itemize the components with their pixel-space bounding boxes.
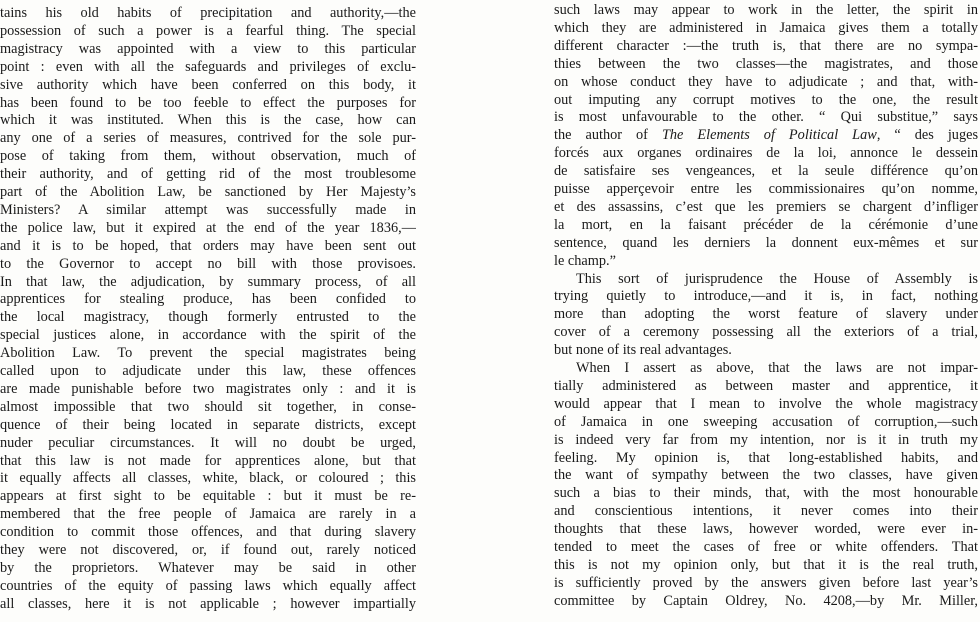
text-line: the local magistracy, though formerly entrusted to the: [0, 309, 416, 326]
text-line: special justices alone, in accordance with the spirit of the: [0, 327, 416, 344]
text-line: to the Governor to accept no bill with those provisoes.: [0, 255, 416, 272]
text-line: possession of such a power is a fearful thing. The special: [0, 22, 416, 39]
text-line: cover of a ceremony possessing all the exteriors of a trial,: [554, 324, 978, 341]
text-line: trying quietly to introduce,—and it is, in fact, nothing: [554, 288, 978, 305]
text-line: the author of The Elements of Political Law, “ des juges: [554, 127, 979, 144]
text-line: nuder peculiar circumstances. It will no doubt be urged,: [0, 434, 416, 451]
text-line: Ministers? A similar attempt was successfully made in: [0, 201, 416, 218]
text-line: part of the Abolition Law, be sanctioned by Her Majesty’s: [0, 184, 416, 200]
text-line: on whose conduct they have to adjudicate ; and that, with-: [554, 73, 978, 90]
text-line: which it was instituted. When this is the case, how can: [0, 112, 416, 129]
text-line: which they are administered in Jamaica gives them a totally: [554, 19, 978, 36]
text-line: and conscientious intentions, it never comes into their: [554, 503, 978, 520]
text-line: by the proprietors. Whatever may be said in other: [0, 559, 416, 576]
text-line: would appear that I mean to involve the whole magistracy: [554, 395, 978, 412]
text-line: committee by Captain Oldrey, No. 4208,—by Mr. Miller,: [554, 592, 978, 609]
text-line: such a bias to their minds, that, with the most honourable: [554, 485, 978, 502]
text-line: This sort of jurisprudence the House of Assembly is: [576, 270, 978, 287]
text-line: the police law, but it expired at the end of the year 1836,—: [0, 219, 416, 236]
text-line: but none of its real advantages.: [554, 342, 732, 359]
text-line: sive authority which have been conferred on this body, it: [0, 76, 416, 93]
text-line: of Jamaica in one sweeping accusation of corruption,—such: [554, 413, 978, 430]
text-line: different character :—the truth is, that there are no sympa-: [554, 37, 978, 54]
text-line: tended to meet the cases of free or white offenders. That: [554, 539, 978, 555]
right-page: [554, 0, 978, 622]
text-line: thoughts that these laws, however worded, were ever in-: [554, 521, 978, 538]
text-line: is sufficiently proved by the answers given before last year’s: [554, 574, 978, 591]
text-line: tially administered as between master and apprentice, it: [554, 377, 978, 394]
text-line: apprentices for stealing produce, has been confided to: [0, 291, 416, 308]
page-gutter: [416, 0, 554, 622]
text-line: quence of their being located in separate districts, except: [0, 416, 416, 433]
text-line: membered that the free people of Jamaica are rarely in a: [0, 506, 416, 523]
book-title: The Elements of Political Law: [661, 127, 877, 144]
text-line: magistracy was appointed with a view to this particular: [0, 40, 416, 57]
text-line: is most unfavourable to the other. “ Qui substitue,” says: [554, 109, 978, 126]
text-line: la mort, en la faisant précéder de la cérémonie d’une: [554, 216, 978, 233]
text-line: called upon to adjudicate under this law, these offences: [0, 363, 416, 379]
text-line: that this law is not made for apprentices alone, but that: [0, 452, 416, 469]
text-line: has been found to be too feeble to effect the purposes for: [0, 94, 416, 111]
text-line: such laws may appear to work in the letter, the spirit in: [554, 2, 978, 18]
text-line: le champ.”: [554, 252, 616, 269]
text-line: countries of the equity of passing laws which equally affect: [0, 577, 416, 594]
text-line: more than adopting the worst feature of slavery under: [554, 306, 978, 323]
text-line: they were not discovered, or, if found out, rarely noticed: [0, 542, 416, 558]
text-line: de satisfaire ses vengeances, et la seule différence qu’on: [554, 163, 978, 180]
text-line: it equally affects all classes, white, black, or coloured ; this: [0, 470, 416, 487]
text-line: is indeed very far from my intention, nor is it in truth my: [554, 431, 978, 448]
text-line: feeling. My opinion is, that long-established habits, and: [554, 449, 978, 466]
text-line: thies between the two classes—the magistrates, and those: [554, 55, 978, 72]
text-line: puisse apperçevoir entre les commissionaires qu’on nomme,: [554, 181, 978, 197]
text-line: condition to commit those offences, and that during slavery: [0, 524, 416, 541]
text-line: almost impossible that two should sit together, in conse-: [0, 398, 416, 415]
text-line: pose of taking from them, without observation, much of: [0, 148, 416, 165]
text-line: Abolition Law. To prevent the special magistrates being: [0, 345, 416, 362]
text-line: When I assert as above, that the laws are not impar-: [576, 360, 978, 376]
text-line: sentence, quand les derniers la donnent eux-mêmes et sur: [554, 234, 978, 251]
text-line: In that law, the adjudication, by summary process, of all: [0, 273, 416, 290]
left-page: [0, 0, 416, 622]
text-line: their authority, and of getting rid of the most troublesome: [0, 166, 416, 183]
text-line: the want of sympathy between the two classes, have given: [554, 467, 978, 484]
text-line: are made punishable before two magistrates only : and it is: [0, 380, 416, 397]
text-line: all classes, here it is not applicable ; however impartially: [0, 595, 416, 612]
text-line: forcés aux organes ordinaires de la loi, annonce le dessein: [554, 145, 978, 162]
text-line: et des assassins, c’est que les premiers se chargent d’infliger: [554, 198, 978, 215]
text-line: this is not my opinion only, but that it is the real truth,: [554, 556, 978, 573]
text-line: tains his old habits of precipitation and authority,—the: [0, 5, 416, 21]
text-line: and it is to be hoped, that orders may have been sent out: [0, 237, 416, 254]
text-line: any one of a series of measures, contrived for the sole pur-: [0, 130, 416, 147]
text-line: point : even with all the safeguards and privileges of exclu-: [0, 58, 416, 75]
text-line: appears at first sight to be equitable : but it must be re-: [0, 488, 416, 505]
text-line: out imputing any corrupt motives to the one, the result: [554, 91, 978, 108]
